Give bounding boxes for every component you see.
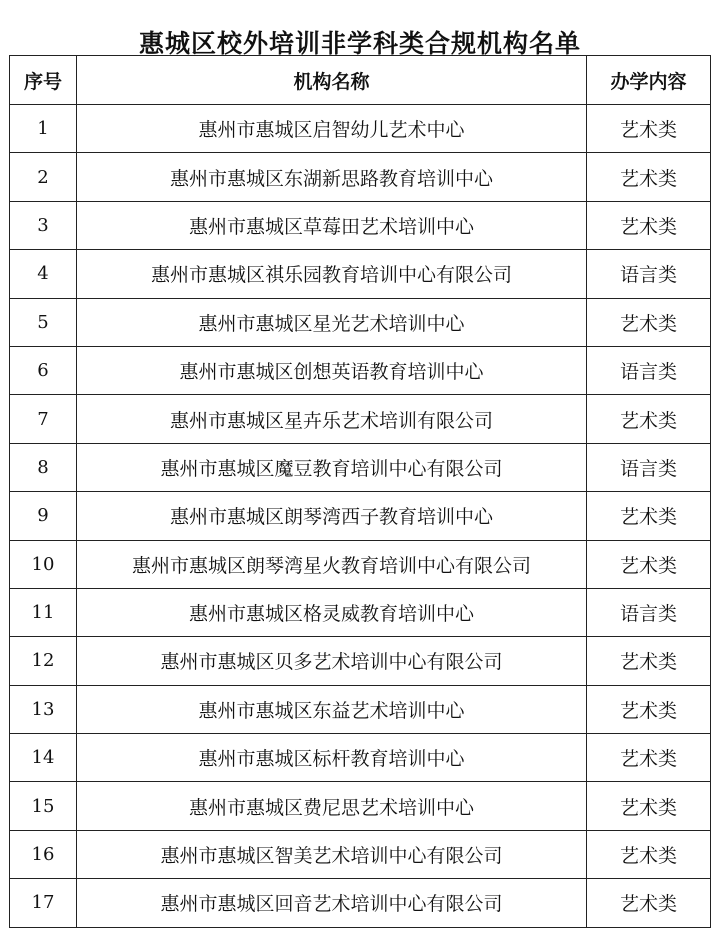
table-row	[10, 105, 711, 153]
header-program-type: 办学内容	[587, 56, 711, 105]
table-row	[10, 685, 711, 733]
table-row	[10, 395, 711, 443]
serial-number-cell: 2	[10, 153, 77, 201]
institution-name-cell: 惠州市惠城区东益艺术培训中心	[77, 685, 587, 733]
table-row	[10, 346, 711, 394]
institution-name-cell: 惠州市惠城区祺乐园教育培训中心有限公司	[77, 250, 587, 298]
institution-name-cell: 惠州市惠城区启智幼儿艺术中心	[77, 105, 587, 153]
table-row	[10, 734, 711, 782]
institution-name-cell: 惠州市惠城区回音艺术培训中心有限公司	[77, 879, 587, 927]
serial-number-cell: 11	[10, 588, 77, 636]
table-row	[10, 879, 711, 927]
program-type-cell: 艺术类	[587, 395, 711, 443]
header-institution-name: 机构名称	[77, 56, 587, 105]
program-type-cell: 艺术类	[587, 298, 711, 346]
serial-number-cell: 6	[10, 346, 77, 394]
program-type-cell: 艺术类	[587, 734, 711, 782]
table-row	[10, 782, 711, 830]
institution-table	[9, 55, 711, 928]
institution-name-cell: 惠州市惠城区贝多艺术培训中心有限公司	[77, 637, 587, 685]
program-type-cell: 艺术类	[587, 492, 711, 540]
table-row	[10, 540, 711, 588]
program-type-cell: 艺术类	[587, 540, 711, 588]
table-body	[10, 105, 711, 928]
table-row	[10, 637, 711, 685]
serial-number-cell: 15	[10, 782, 77, 830]
institution-name-cell: 惠州市惠城区星卉乐艺术培训有限公司	[77, 395, 587, 443]
table-row	[10, 830, 711, 878]
page-title: 惠城区校外培训非学科类合规机构名单	[138, 28, 581, 58]
program-type-cell: 语言类	[587, 250, 711, 298]
serial-number-cell: 1	[10, 105, 77, 153]
table-row	[10, 250, 711, 298]
program-type-cell: 艺术类	[587, 105, 711, 153]
program-type-cell: 艺术类	[587, 879, 711, 927]
serial-number-cell: 17	[10, 879, 77, 927]
program-type-cell: 艺术类	[587, 201, 711, 249]
institution-name-cell: 惠州市惠城区草莓田艺术培训中心	[77, 201, 587, 249]
serial-number-cell: 5	[10, 298, 77, 346]
program-type-cell: 语言类	[587, 443, 711, 491]
program-type-cell: 艺术类	[587, 782, 711, 830]
institution-name-cell: 惠州市惠城区智美艺术培训中心有限公司	[77, 830, 587, 878]
table-row	[10, 298, 711, 346]
program-type-cell: 语言类	[587, 588, 711, 636]
institution-name-cell: 惠州市惠城区格灵威教育培训中心	[77, 588, 587, 636]
serial-number-cell: 13	[10, 685, 77, 733]
table-row	[10, 443, 711, 491]
table-row	[10, 201, 711, 249]
institution-name-cell: 惠州市惠城区朗琴湾西子教育培训中心	[77, 492, 587, 540]
institution-name-cell: 惠州市惠城区创想英语教育培训中心	[77, 346, 587, 394]
institution-name-cell: 惠州市惠城区费尼思艺术培训中心	[77, 782, 587, 830]
program-type-cell: 艺术类	[587, 153, 711, 201]
table-row	[10, 492, 711, 540]
serial-number-cell: 10	[10, 540, 77, 588]
institution-name-cell: 惠州市惠城区标杆教育培训中心	[77, 734, 587, 782]
program-type-cell: 语言类	[587, 346, 711, 394]
header-row	[10, 56, 711, 105]
header-serial-number: 序号	[10, 56, 77, 105]
institution-name-cell: 惠州市惠城区朗琴湾星火教育培训中心有限公司	[77, 540, 587, 588]
table-header	[10, 56, 711, 105]
serial-number-cell: 8	[10, 443, 77, 491]
table-row	[10, 153, 711, 201]
serial-number-cell: 14	[10, 734, 77, 782]
table-row	[10, 588, 711, 636]
institution-name-cell: 惠州市惠城区东湖新思路教育培训中心	[77, 153, 587, 201]
institution-name-cell: 惠州市惠城区魔豆教育培训中心有限公司	[77, 443, 587, 491]
program-type-cell: 艺术类	[587, 685, 711, 733]
serial-number-cell: 4	[10, 250, 77, 298]
serial-number-cell: 3	[10, 201, 77, 249]
program-type-cell: 艺术类	[587, 830, 711, 878]
serial-number-cell: 9	[10, 492, 77, 540]
serial-number-cell: 7	[10, 395, 77, 443]
program-type-cell: 艺术类	[587, 637, 711, 685]
serial-number-cell: 12	[10, 637, 77, 685]
serial-number-cell: 16	[10, 830, 77, 878]
institution-name-cell: 惠州市惠城区星光艺术培训中心	[77, 298, 587, 346]
